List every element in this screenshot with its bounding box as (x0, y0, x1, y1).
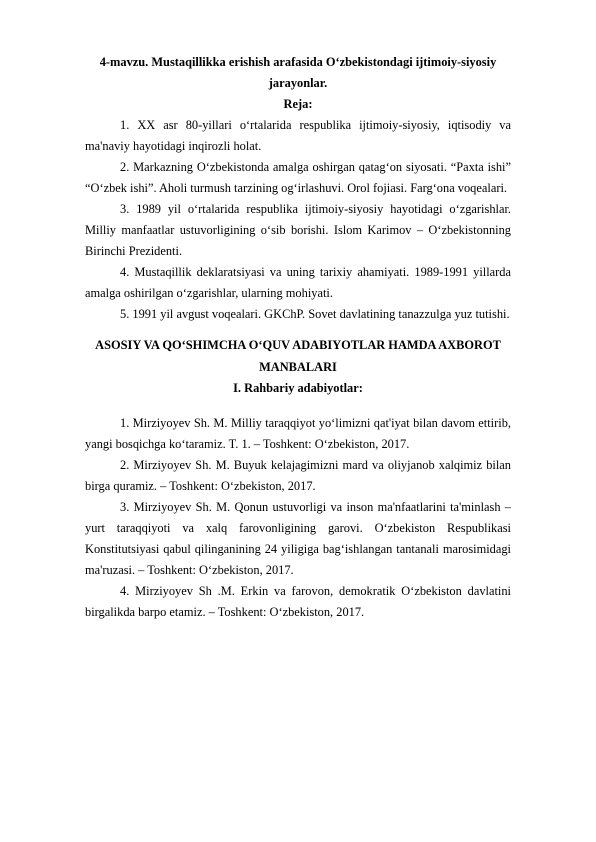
topic-title: 4-mavzu. Mustaqillikka erishish arafasida O‘zbekistondagi ijtimoiy-siyosiy jarayonlar. (99, 55, 497, 90)
document-page (85, 52, 511, 623)
plan-item: 3. 1989 yil o‘rtalarida respublika ijtimoiy-siyosiy hayotidagi o‘zgarishlar. Milliy manfaatlar ustuvorligining o‘sib borishi. Islom Karimov – O‘zbekistonning Birinchi Prezidenti. (85, 202, 511, 258)
plan-label: Reja: (283, 97, 313, 111)
literature-subheading: I. Rahbariy adabiyotlar: (233, 381, 363, 395)
literature-list (85, 413, 511, 623)
plan-item: 1. XX asr 80-yillari o‘rtalarida respublika ijtimoiy-siyosiy, iqtisodiy va ma'naviy hayotidagi inqirozli holat. (85, 118, 511, 153)
literature-item: 3. Mirziyoyev Sh. M. Qonun ustuvorligi va inson ma'nfaatlarini ta'minlash – yurt taraqqiyoti va xalq farovonligining garovi. O‘zbekiston Respublikasi Konstitutsiyasi qabul qilinganining 24 yiligiga bag‘ishlangan tantanali marosimidagi ma'ruzasi. – Toshkent: O‘zbekiston, 2017. (85, 500, 511, 577)
literature-item: 4. Mirziyoyev Sh .M. Erkin va farovon, demokratik O‘zbekiston davlatini birgalikda barpo etamiz. – Toshkent: O‘zbekiston, 2017. (85, 584, 511, 619)
literature-item: 1. Mirziyoyev Sh. M. Milliy taraqqiyot yo‘limizni qat'iyat bilan davom ettirib, yangi bosqichga ko‘taramiz. T. 1. – Toshkent: O‘zbekiston, 2017. (85, 416, 511, 451)
plan-item: 5. 1991 yil avgust voqealari. GKChP. Sovet davlatining tanazzulga yuz tutishi. (120, 307, 510, 321)
plan-item: 4. Mustaqillik deklaratsiyasi va uning tarixiy ahamiyati. 1989-1991 yillarda amalga oshirilgan o‘zgarishlar, ularning mohiyati. (85, 265, 511, 300)
literature-item: 2. Mirziyoyev Sh. M. Buyuk kelajagimizni mard va oliyjanob xalqimiz bilan birga quramiz. – Toshkent: O‘zbekiston, 2017. (85, 458, 511, 493)
spacer (85, 399, 511, 413)
literature-heading: ASOSIY VA QO‘SHIMCHA O‘QUV ADABIYOTLAR HAMDA AXBOROT MANBALARI (95, 338, 501, 374)
plan-list (85, 115, 511, 325)
plan-item: 2. Markazning O‘zbekistonda amalga oshirgan qatag‘on siyosati. “Paxta ishi” “O‘zbek ishi”. Aholi turmush tarzining og‘irlashuvi. Orol fojiasi. Farg‘ona voqealari. (85, 160, 511, 195)
